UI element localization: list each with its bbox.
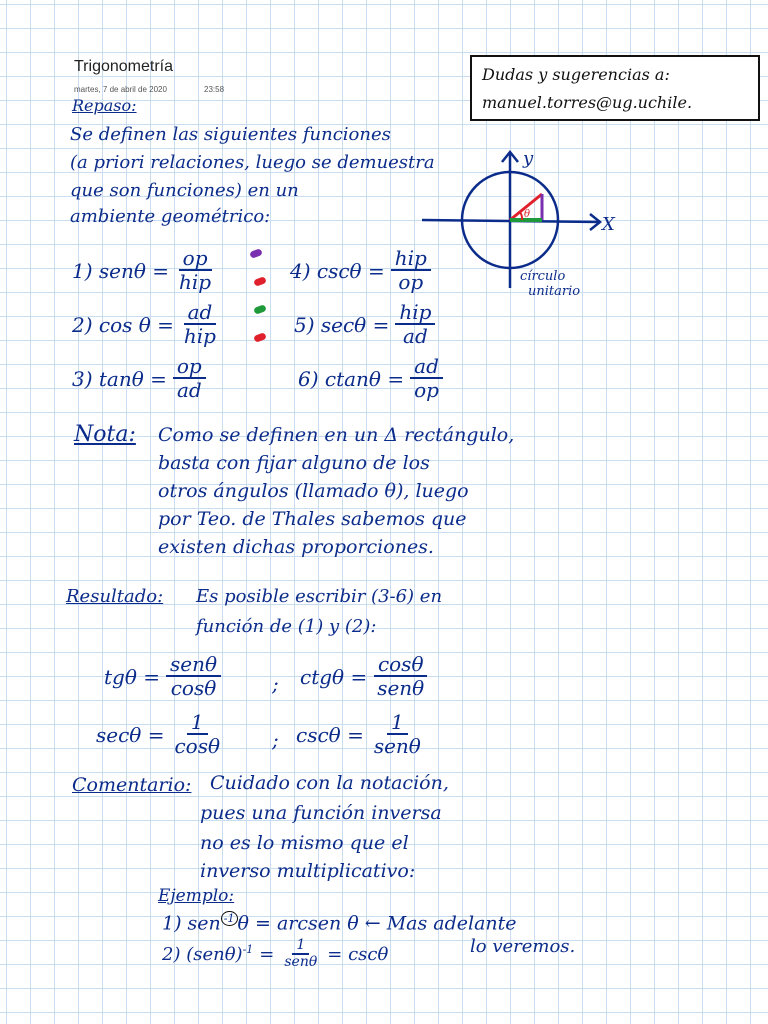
def-4-den: op [398, 270, 424, 294]
resultado-heading: Resultado: [66, 586, 164, 607]
example-2-right: = cscθ [327, 943, 389, 965]
circle-caption-2: unitario [528, 284, 581, 299]
def-1-den: hip [179, 270, 212, 294]
formula-sec-fraction [170, 712, 224, 757]
def-5 [294, 302, 435, 347]
contact-box [470, 55, 760, 121]
red-marker-2 [253, 332, 267, 343]
def-6-num: ad [410, 356, 443, 379]
formula-csc-den: senθ [373, 734, 421, 758]
def-5-fraction [395, 302, 435, 347]
def-1-fraction [175, 248, 215, 293]
formula-ctg-fraction [373, 654, 428, 699]
nota-line-1: Como se definen en un Δ rectángulo, [158, 424, 515, 446]
example-1 [162, 912, 517, 934]
def-2-label: 2) cos θ = [72, 312, 174, 337]
separator-2: ; [272, 728, 279, 752]
example-1-note: ← Mas adelante [364, 912, 517, 935]
example-2-sup: -1 [242, 943, 254, 957]
formula-csc-num: 1 [387, 712, 408, 735]
nota-line-3: otros ángulos (llamado θ), luego [158, 480, 469, 502]
example-1-sup: -1 [221, 911, 238, 926]
formula-ctg-num: cosθ [374, 654, 428, 677]
def-2-num: ad [184, 302, 217, 325]
def-6-den: op [414, 378, 439, 402]
page-title: Trigonometría [74, 58, 173, 75]
def-3-label: 3) tanθ = [72, 366, 167, 391]
comentario-line-2: pues una función inversa [200, 802, 442, 824]
contact-line-1: Dudas y sugerencias a: [482, 65, 670, 84]
formula-tg-den: cosθ [170, 676, 217, 700]
page-time: 23:58 [204, 85, 225, 94]
example-2-left: 2) (senθ) [162, 944, 243, 966]
def-4 [290, 248, 431, 293]
example-1-mid: θ = arcsen θ [237, 912, 359, 935]
def-3 [72, 356, 206, 401]
example-2-fraction [280, 938, 321, 970]
def-2 [72, 302, 220, 347]
formula-sec-den: cosθ [174, 734, 221, 758]
comentario-line-1: Cuidado con la notación, [210, 772, 449, 794]
purple-marker [249, 248, 263, 259]
def-1-label: 1) senθ = [72, 258, 170, 283]
unit-circle-diagram [410, 140, 620, 300]
formula-sec-num: 1 [187, 712, 208, 735]
def-6 [298, 356, 443, 401]
def-1-num: op [179, 248, 212, 271]
def-3-fraction [173, 356, 206, 401]
formula-csc [296, 712, 425, 757]
repaso-line-3: que son funciones) en un [70, 180, 299, 201]
nota-heading: Nota: [74, 422, 136, 447]
repaso-line-4: ambiente geométrico: [70, 206, 271, 227]
repaso-line-1: Se definen las siguientes funciones [70, 124, 391, 145]
theta-label: θ [524, 209, 531, 220]
example-2 [162, 938, 388, 970]
formula-tg-num: senθ [166, 654, 221, 677]
formula-csc-fraction [370, 712, 425, 757]
example-2-note: lo veremos. [470, 936, 576, 957]
formula-ctg-den: senθ [377, 676, 425, 700]
def-4-fraction [391, 248, 431, 293]
comentario-heading: Comentario: [72, 774, 192, 796]
ejemplo-heading: Ejemplo: [158, 886, 235, 906]
nota-line-2: basta con fijar alguno de los [158, 452, 430, 474]
formula-tg-fraction [166, 654, 221, 699]
def-3-num: op [173, 356, 206, 379]
contact-email: manuel.torres@ug.uchile. [482, 93, 693, 112]
def-6-fraction [410, 356, 443, 401]
def-5-den: ad [403, 324, 428, 348]
formula-sec-label: secθ = [96, 722, 165, 747]
formula-csc-label: cscθ = [296, 722, 364, 747]
nota-line-4: por Teo. de Thales sabemos que [158, 508, 467, 530]
circle-caption-1: círculo [520, 269, 566, 284]
x-axis-label: X [602, 214, 615, 235]
resultado-line-1: Es posible escribir (3-6) en [196, 586, 443, 607]
def-2-fraction [180, 302, 220, 347]
green-marker [253, 304, 267, 315]
formula-tg [104, 654, 221, 699]
page-date: martes, 7 de abril de 2020 [74, 85, 167, 94]
formula-ctg [300, 654, 428, 699]
formula-sec [96, 712, 224, 757]
def-5-label: 5) secθ = [294, 312, 390, 337]
separator-1: ; [272, 672, 279, 696]
example-2-eq: = [259, 943, 275, 965]
y-axis-label: y [523, 148, 534, 169]
comentario-line-3: no es lo mismo que el [200, 832, 409, 854]
example-2-num: 1 [292, 938, 309, 955]
formula-tg-label: tgθ = [104, 664, 160, 689]
def-4-label: 4) cscθ = [290, 258, 385, 283]
formula-ctg-label: ctgθ = [300, 664, 368, 689]
comentario-line-4: inverso multiplicativo: [200, 860, 416, 882]
repaso-line-2: (a priori relaciones, luego se demuestra [70, 152, 435, 173]
nota-line-5: existen dichas proporciones. [158, 536, 434, 558]
def-6-label: 6) ctanθ = [298, 366, 405, 391]
def-2-den: hip [183, 324, 216, 348]
def-3-den: ad [176, 378, 202, 402]
def-1 [72, 248, 215, 293]
repaso-heading: Repaso: [72, 96, 137, 115]
red-marker [253, 276, 267, 287]
resultado-line-2: función de (1) y (2): [196, 616, 377, 637]
def-5-num: hip [395, 302, 435, 325]
def-4-num: hip [391, 248, 431, 271]
example-1-left: 1) sen [162, 912, 221, 935]
example-2-den: senθ [284, 953, 318, 970]
